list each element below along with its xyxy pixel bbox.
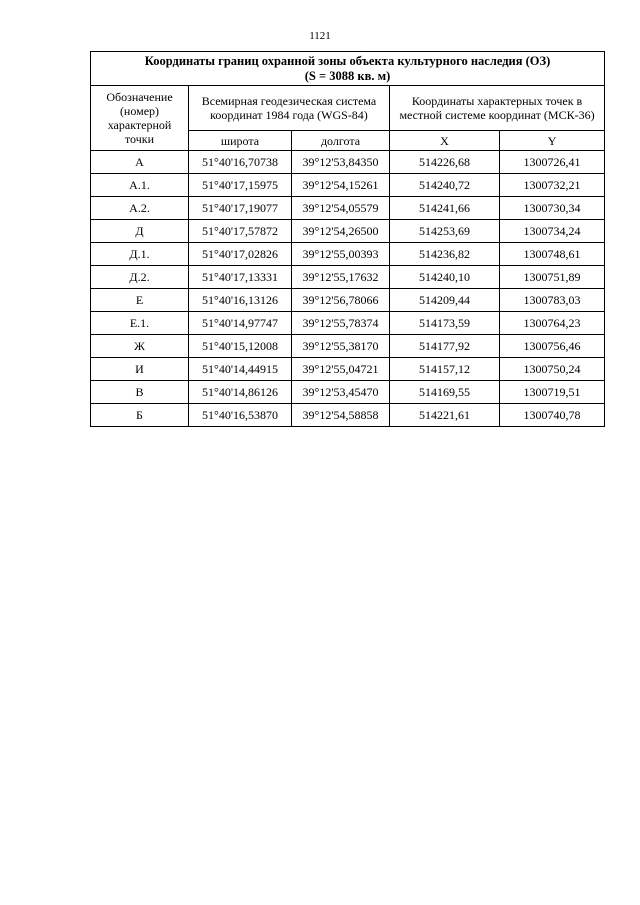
point-cell: А.1. (91, 174, 189, 197)
longitude-cell: 39°12'54,15261 (292, 174, 390, 197)
header-point-designation: Обозначение (номер) характерной точки (91, 86, 189, 151)
latitude-cell: 51°40'17,15975 (189, 174, 292, 197)
point-cell: Б (91, 404, 189, 427)
x-cell: 514157,12 (390, 358, 500, 381)
latitude-cell: 51°40'17,02826 (189, 243, 292, 266)
table-row (91, 289, 605, 312)
table-row (91, 381, 605, 404)
point-cell: В (91, 381, 189, 404)
point-cell: Д.1. (91, 243, 189, 266)
x-cell: 514209,44 (390, 289, 500, 312)
page-number: 1121 (309, 30, 331, 42)
x-cell: 514221,61 (390, 404, 500, 427)
longitude-cell: 39°12'55,38170 (292, 335, 390, 358)
point-cell: Е.1. (91, 312, 189, 335)
latitude-cell: 51°40'16,53870 (189, 404, 292, 427)
table-title-line2: (S = 3088 кв. м) (304, 68, 391, 83)
longitude-cell: 39°12'55,17632 (292, 266, 390, 289)
table-row (91, 404, 605, 427)
x-cell: 514236,82 (390, 243, 500, 266)
longitude-cell: 39°12'55,04721 (292, 358, 390, 381)
table-row (91, 312, 605, 335)
latitude-cell: 51°40'14,86126 (189, 381, 292, 404)
table-row (91, 197, 605, 220)
y-cell: 1300756,46 (500, 335, 605, 358)
x-cell: 514177,92 (390, 335, 500, 358)
table-body (91, 151, 605, 427)
table-row (91, 358, 605, 381)
x-cell: 514240,72 (390, 174, 500, 197)
longitude-cell: 39°12'56,78066 (292, 289, 390, 312)
longitude-cell: 39°12'54,05579 (292, 197, 390, 220)
table-row (91, 174, 605, 197)
x-cell: 514241,66 (390, 197, 500, 220)
point-cell: А.2. (91, 197, 189, 220)
latitude-cell: 51°40'16,13126 (189, 289, 292, 312)
y-cell: 1300751,89 (500, 266, 605, 289)
table-row (91, 151, 605, 174)
table-row (91, 220, 605, 243)
latitude-cell: 51°40'17,57872 (189, 220, 292, 243)
header-wgs-system: Всемирная геодезическая система координат 1984 года (WGS-84) (189, 86, 390, 131)
latitude-cell: 51°40'16,70738 (189, 151, 292, 174)
latitude-cell: 51°40'17,13331 (189, 266, 292, 289)
longitude-cell: 39°12'53,84350 (292, 151, 390, 174)
longitude-cell: 39°12'54,26500 (292, 220, 390, 243)
longitude-cell: 39°12'55,78374 (292, 312, 390, 335)
point-cell: Д (91, 220, 189, 243)
y-cell: 1300764,23 (500, 312, 605, 335)
y-cell: 1300740,78 (500, 404, 605, 427)
table-row (91, 243, 605, 266)
x-cell: 514253,69 (390, 220, 500, 243)
y-cell: 1300750,24 (500, 358, 605, 381)
x-cell: 514240,10 (390, 266, 500, 289)
latitude-cell: 51°40'14,97747 (189, 312, 292, 335)
y-cell: 1300748,61 (500, 243, 605, 266)
header-latitude: широта (189, 131, 292, 151)
y-cell: 1300734,24 (500, 220, 605, 243)
latitude-cell: 51°40'15,12008 (189, 335, 292, 358)
table-title-line1: Координаты границ охранной зоны объекта культурного наследия (ОЗ) (144, 53, 551, 68)
y-cell: 1300730,34 (500, 197, 605, 220)
latitude-cell: 51°40'14,44915 (189, 358, 292, 381)
table-row (91, 266, 605, 289)
x-cell: 514169,55 (390, 381, 500, 404)
table-title (91, 52, 605, 86)
header-longitude: долгота (292, 131, 390, 151)
point-cell: Ж (91, 335, 189, 358)
x-cell: 514173,59 (390, 312, 500, 335)
longitude-cell: 39°12'55,00393 (292, 243, 390, 266)
header-x: X (390, 131, 500, 151)
coordinates-table (90, 51, 605, 427)
latitude-cell: 51°40'17,19077 (189, 197, 292, 220)
point-cell: А (91, 151, 189, 174)
point-cell: Е (91, 289, 189, 312)
point-cell: Д.2. (91, 266, 189, 289)
y-cell: 1300783,03 (500, 289, 605, 312)
x-cell: 514226,68 (390, 151, 500, 174)
point-cell: И (91, 358, 189, 381)
y-cell: 1300726,41 (500, 151, 605, 174)
y-cell: 1300719,51 (500, 381, 605, 404)
longitude-cell: 39°12'54,58858 (292, 404, 390, 427)
y-cell: 1300732,21 (500, 174, 605, 197)
header-y: Y (500, 131, 605, 151)
longitude-cell: 39°12'53,45470 (292, 381, 390, 404)
header-msk-system: Координаты характерных точек в местной системе координат (МСК-36) (390, 86, 605, 131)
table-row (91, 335, 605, 358)
